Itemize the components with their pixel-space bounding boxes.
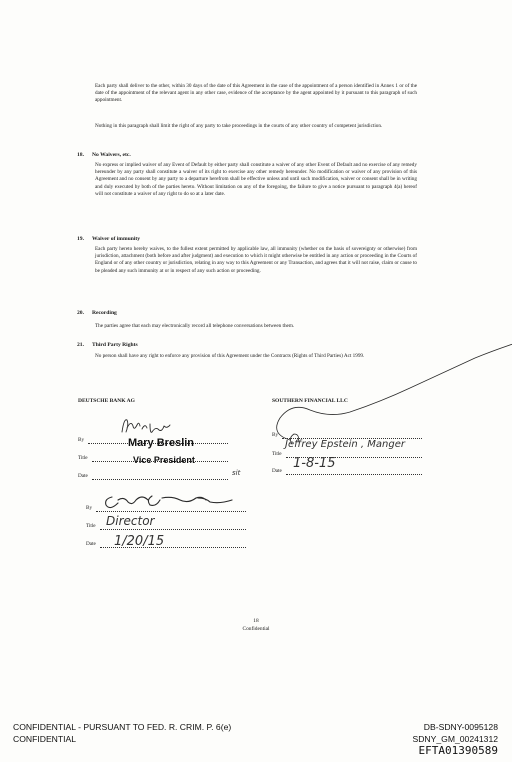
left-title-label: Title — [78, 455, 88, 461]
left2-by-label: By — [86, 505, 93, 511]
left2-title-label: Title — [86, 523, 96, 529]
clause-18-title: No Waivers, etc. — [92, 152, 131, 158]
right-title-handwriting: Jeffrey Epstein , Manger — [285, 439, 405, 450]
right-signature-mark — [277, 344, 512, 440]
right-title-label: Title — [272, 451, 282, 457]
right-date-handwriting: 1-8-15 — [293, 456, 336, 471]
footer-right-line2: SDNY_GM_00241312 — [412, 734, 498, 744]
clause-19-number: 19. — [77, 236, 84, 242]
left-title-stamp: Vice President — [133, 455, 195, 465]
right-date-label: Date — [272, 468, 282, 474]
intro-paragraph-2: Nothing in this paragraph shall limit the right of any party to take proceedings in the courts of any other country of competent jurisdiction. — [95, 123, 383, 129]
left2-date-label: Date — [86, 541, 96, 547]
clause-21-title: Third Party Rights — [92, 342, 138, 348]
page-number: 18 — [253, 618, 259, 624]
left-name-stamp: Mary Breslin — [128, 437, 195, 449]
clause-19-title: Waiver of immunity — [92, 236, 141, 242]
clause-18-number: 18. — [77, 152, 84, 158]
clause-20-text: The parties agree that each may electronically record all telephone conversations between them. — [95, 323, 295, 329]
left-signature-mark — [122, 420, 170, 433]
footer-left-line1: CONFIDENTIAL - PURSUANT TO FED. R. CRIM. P. 6(e) — [13, 722, 232, 732]
right-by-label: By — [272, 432, 279, 438]
footer-left-line2: CONFIDENTIAL — [13, 734, 77, 744]
clause-21-text: No person shall have any right to enforce any provision of this Agreement under the Contracts (Rights of Third Parties) Act 1999. — [95, 353, 365, 359]
intro-paragraph-1: Each party shall deliver to the other, within 30 days of the date of this Agreement in the case of the appointment of a person identified in Annex 1 or of the date of the appointment of the relevant agent in any other case, evidence of the acceptance by the agent appointed by it pursuant to this paragraph of such appointment. — [95, 83, 417, 104]
left-by-label: By — [78, 437, 85, 443]
clause-18-text: No express or implied waiver of any Event of Default by either party shall constitute a waiver of any other Event of Default and no exercise of any remedy hereunder by any party shall constitute a waiver of its right to exercise any other remedy hereunder. No modification or waiver of any provision of this Agreement and no consent by any party to a departure herefrom shall be effective unless and until such modification, waiver or consent shall be in writing and duly executed by both of the parties hereto. Without limitation on any of the foregoing, the failure to give a notice pursuant to paragraph 4(a) hereof will not constitute a waiver of any right to do so at a later date. — [95, 162, 417, 197]
page-confidential: Confidential — [242, 626, 270, 632]
right-party-name: SOUTHERN FINANCIAL LLC — [272, 398, 348, 404]
clause-21-number: 21. — [77, 342, 84, 348]
clause-20-title: Recording — [92, 310, 117, 316]
left2-date-handwriting: 1/20/15 — [114, 534, 165, 549]
clause-20-number: 20. — [77, 310, 84, 316]
left-date-handwriting: sit — [232, 469, 241, 477]
left-date-label: Date — [78, 473, 88, 479]
left2-title-handwriting: Director — [106, 514, 155, 528]
clause-19-text: Each party hereto hereby waives, to the fullest extent permitted by applicable law, all immunity (whether on the basis of sovereignty or otherwise) from jurisdiction, attachment (both before and after judgment) and execution to which it might otherwise be entitled in any action or proceeding in the Courts of England or of any other country or jurisdiction, relating in any way to this Agreement or any Transaction, and agrees that it will not raise, claim or cause to be pleaded any such immunity at or in respect of any such action or proceeding. — [95, 246, 417, 274]
footer-right-line1: DB-SDNY-0095128 — [423, 722, 498, 732]
footer-right-line3: EFTA01390589 — [418, 744, 498, 757]
left-party-name: DEUTSCHE BANK AG — [78, 398, 135, 404]
right-signature-flourish — [290, 434, 298, 444]
left2-signature-mark — [106, 496, 232, 508]
